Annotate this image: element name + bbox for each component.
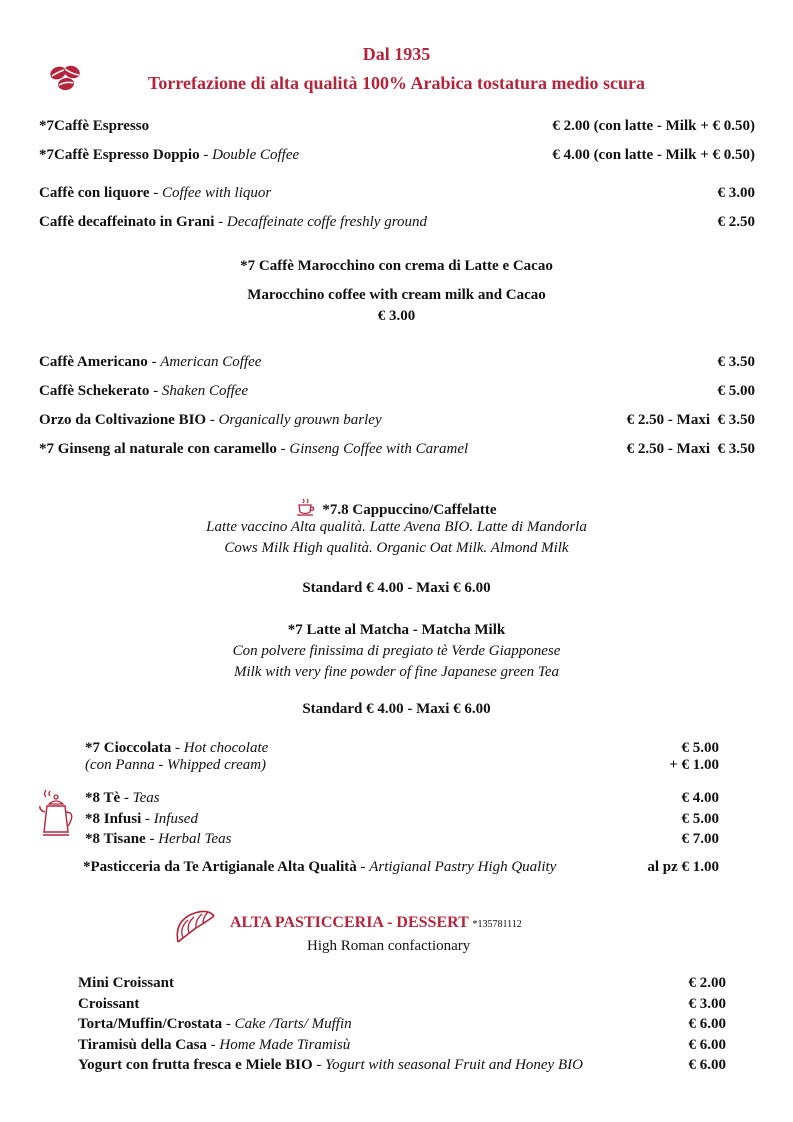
menu-item: *Pasticceria da Te Artigianale Alta Qualità - Artigianal Pastry High Quality al pz € 1.00	[83, 859, 719, 875]
item-name: *7Caffè Espresso	[39, 118, 150, 134]
croissant-icon	[172, 908, 218, 948]
item-name: *8 Infusi	[85, 810, 142, 827]
item-name: Orzo da Coltivazione BIO	[39, 412, 207, 428]
list-item	[78, 973, 583, 994]
dessert-title-text: ALTA PASTICCERIA - DESSERT	[230, 914, 469, 931]
marocchino-title: *7 Caffè Marocchino con crema di Latte e Cacao	[240, 258, 553, 274]
list-item: Tiramisù della Casa - Home Made Tiramisù	[78, 1036, 351, 1053]
item-price: € 2.50	[717, 214, 755, 230]
item-desc: Organically grouwn barley	[218, 412, 382, 428]
menu-item: Caffè Schekerato - Shaken Coffee € 5.00	[39, 383, 755, 399]
item-price: € 5.00	[681, 740, 719, 756]
cappuccino-title: *7.8 Cappuccino/Caffelatte	[322, 501, 497, 518]
menu-item: Caffè con liquore - Coffee with liquor € 3.00	[39, 185, 755, 201]
item-name: Caffè con liquore	[39, 185, 150, 201]
item-desc: Ginseng Coffee with Caramel	[289, 441, 469, 457]
list-item: *8 Infusi - Infused	[85, 810, 198, 827]
dessert-prices	[689, 973, 727, 1076]
item-name: Croissant	[78, 995, 140, 1012]
marocchino-price: € 3.00	[377, 308, 416, 324]
cappuccino-price: Standard € 4.00 - Maxi € 6.00	[302, 580, 491, 596]
matcha-price: Standard € 4.00 - Maxi € 6.00	[302, 701, 491, 717]
item-name: *7 Cioccolata	[85, 740, 172, 756]
dessert-title	[230, 914, 522, 932]
item-price: € 4.00 (con latte - Milk + € 0.50)	[552, 147, 755, 163]
teapot-icon	[38, 788, 78, 838]
cioccolata-item: *7 Cioccolata - Hot chocolate (con Panna - Whipped cream)	[85, 740, 269, 773]
cappuccino-line1: Latte vaccino Alta qualità. Latte Avena BIO. Latte di Mandorla	[206, 519, 587, 535]
item-desc: American Coffee	[160, 354, 262, 370]
teas-list	[85, 788, 231, 850]
menu-item: Caffè Americano - American Coffee € 3.50	[39, 354, 755, 370]
dessert-subtitle: High Roman confactionary	[307, 938, 471, 954]
cappuccino-line2: Cows Milk High qualità. Organic Oat Milk. Almond Milk	[224, 540, 569, 556]
item-name: Tiramisù della Casa	[78, 1036, 207, 1053]
item-name: Caffè decaffeinato in Grani	[39, 214, 215, 230]
item-price: € 3.00	[688, 995, 726, 1012]
menu-item	[39, 118, 755, 135]
item-desc: Shaken Coffee	[161, 383, 249, 399]
list-item	[78, 994, 583, 1015]
item-price: € 6.00	[688, 1016, 726, 1032]
dessert-list	[78, 973, 583, 1076]
item-name: Mini Croissant	[78, 975, 174, 991]
header-tagline: Torrefazione di alta qualità 100% Arabica tostatura medio scura	[148, 73, 645, 93]
item-desc: Decaffeinate coffe freshly ground	[226, 214, 427, 230]
item-price: € 3.50	[717, 354, 755, 370]
item-extra: (con Panna - Whipped cream)	[85, 757, 267, 773]
menu-item: Caffè decaffeinato in Grani - Decaffeinate coffe freshly ground € 2.50	[39, 214, 755, 230]
item-price: € 6.00	[688, 1036, 726, 1053]
list-item: Yogurt con frutta fresca e Miele BIO - Yogurt with seasonal Fruit and Honey BIO	[78, 1057, 583, 1073]
item-price: al pz € 1.00	[647, 859, 719, 875]
item-price: € 7.00	[681, 831, 719, 847]
item-desc: Teas	[132, 790, 160, 806]
item-name: Caffè Schekerato	[39, 383, 150, 399]
list-item: *8 Tisane - Herbal Teas	[85, 831, 232, 847]
item-extra-price: + € 1.00	[669, 757, 719, 773]
matcha-title: *7 Latte al Matcha - Matcha Milk	[287, 622, 506, 638]
list-item: Torta/Muffin/Crostata - Cake /Tarts/ Muffin	[78, 1016, 352, 1032]
item-name: *8 Tisane	[85, 831, 146, 847]
menu-item: *7 Ginseng al naturale con caramello - Ginseng Coffee with Caramel € 2.50 - Maxi € 3.50	[39, 441, 755, 457]
menu-item: Orzo da Coltivazione BIO - Organically grouwn barley € 2.50 - Maxi € 3.50	[39, 412, 755, 428]
marocchino-subtitle: Marocchino coffee with cream milk and Cacao	[247, 287, 546, 303]
item-name: *7 Ginseng al naturale con caramello	[39, 441, 277, 457]
item-desc: Yogurt with seasonal Fruit and Honey BIO	[325, 1057, 583, 1073]
item-name: Caffè Americano	[39, 354, 148, 370]
item-desc: Herbal Teas	[158, 831, 232, 847]
item-price: € 2.50 - Maxi € 3.50	[626, 412, 755, 428]
item-price: € 6.00	[688, 1057, 726, 1073]
item-name: *Pasticceria da Te Artigianale Alta Qualità	[83, 859, 357, 875]
item-price: € 2.00 (con latte - Milk + € 0.50)	[552, 118, 755, 134]
header-since: Dal 1935	[362, 44, 431, 64]
item-name: Torta/Muffin/Crostata	[78, 1016, 223, 1032]
item-name: *7Caffè Espresso Doppio	[39, 147, 200, 163]
item-price: € 5.00	[717, 383, 755, 399]
cioccolata-prices	[669, 740, 719, 774]
item-desc: Coffee with liquor	[162, 185, 272, 201]
item-desc: Hot chocolate	[183, 740, 269, 756]
list-item: *8 Tè - Teas	[85, 790, 160, 806]
item-price: € 5.00	[681, 810, 719, 827]
item-name: Yogurt con frutta fresca e Miele BIO	[78, 1057, 313, 1073]
item-desc: Artigianal Pastry High Quality	[369, 859, 557, 875]
item-desc: Cake /Tarts/ Muffin	[234, 1016, 352, 1032]
menu-item: *7Caffè Espresso Doppio - Double Coffee € 4.00 (con latte - Milk + € 0.50)	[39, 147, 755, 163]
item-price: € 4.00	[681, 790, 719, 806]
item-desc: Double Coffee	[212, 147, 300, 163]
teas-prices	[682, 788, 720, 850]
item-name: *8 Tè	[85, 790, 121, 806]
matcha-line1: Con polvere finissima di pregiato tè Verde Giapponese	[232, 643, 561, 659]
item-price: € 3.00	[717, 185, 755, 201]
dessert-allergens: *135781112	[472, 919, 522, 930]
item-price: € 2.50 - Maxi € 3.50	[626, 441, 755, 457]
matcha-line2: Milk with very fine powder of fine Japanese green Tea	[233, 664, 560, 680]
item-desc: Home Made Tiramisù	[219, 1036, 351, 1053]
item-price: € 2.00	[688, 975, 726, 991]
item-desc: Infused	[153, 810, 198, 827]
